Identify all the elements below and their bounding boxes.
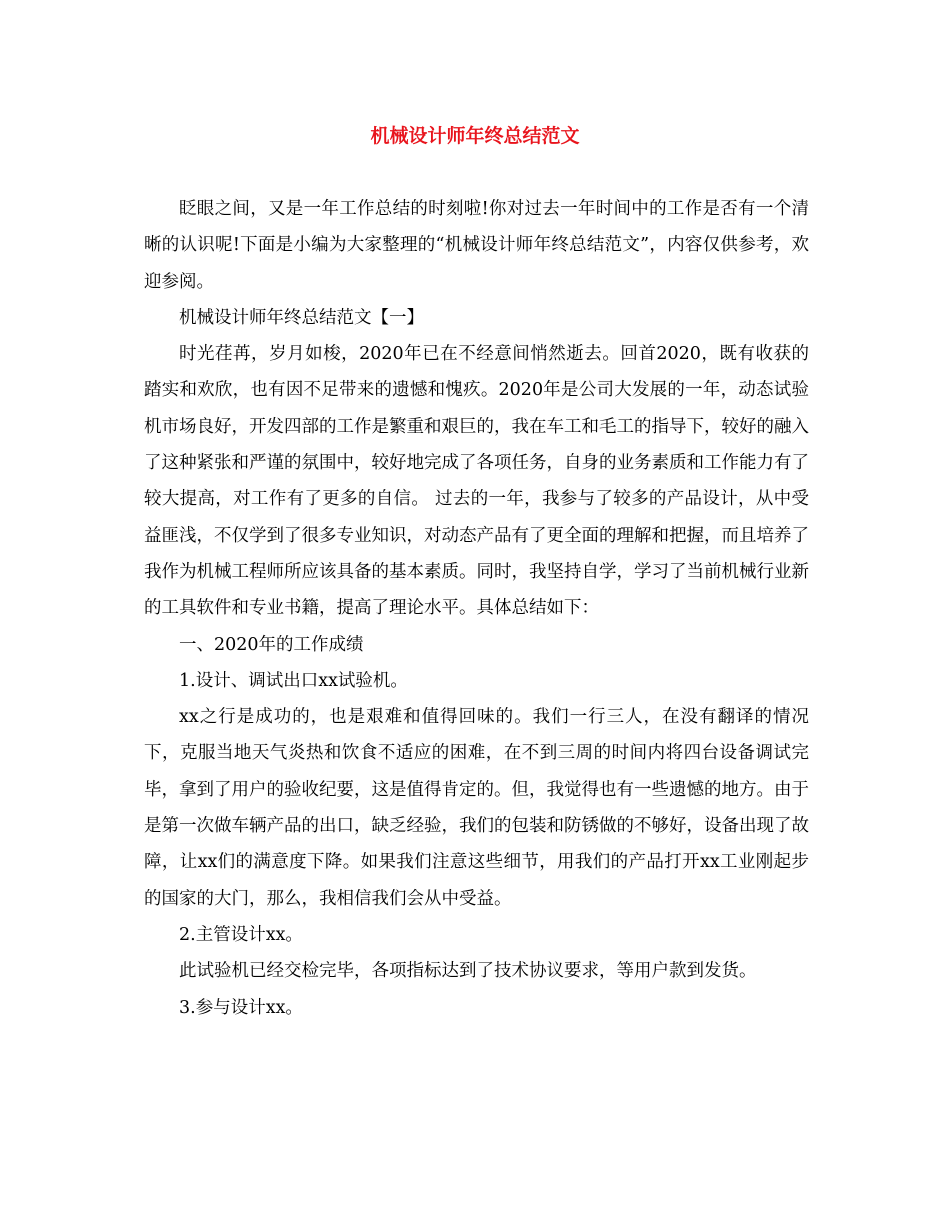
list-item-2: 2.主管设计xx。 — [179, 924, 303, 945]
list-item-3: 3.参与设计xx。 — [179, 997, 303, 1018]
item-2-paragraph: 此试验机已经交检完毕，各项指标达到了技术协议要求，等用户款到发货。 — [179, 961, 757, 982]
summary-paragraph: 时光荏苒，岁月如梭，2020年已在不经意间悄然逝去。回首2020，既有收获的踏实和欢欣，也有因不足带来的遗憾和愧疚。2020年是公司大发展的一年，动态试验机市场良好，开发四部的工作是繁重和艰巨的，我在车工和毛工的指导下，较好的融入了这种紧张和严谨的氛围中，较好地完成了各项任务，自身的业务素质和工作能力有了较大提高，对工作有了更多的自信。 过去的一年，我参与了较多的产品设计，从中受益匪浅，不仅学到了很多专业知识，对动态产品有了更全面的理解和把握，而且培养了我作为机械工程师所应该具备的基本素质。同时，我坚持自学，学习了当前机械行业新的工具软件和专业书籍，提高了理论水平。具体总结如下： — [144, 344, 809, 619]
document-body — [144, 191, 809, 1026]
list-item-1: 1.设计、调试出口xx试验机。 — [179, 670, 408, 691]
subheading-work-results: 一、2020年的工作成绩 — [179, 634, 364, 655]
item-1-paragraph: xx之行是成功的，也是艰难和值得回味的。我们一行三人，在没有翻译的情况下，克服当地天气炎热和饮食不适应的困难，在不到三周的时间内将四台设备调试完毕，拿到了用户的验收纪要，这是值得肯定的。但，我觉得也有一些遗憾的地方。由于是第一次做车辆产品的出口，缺乏经验，我们的包装和防锈做的不够好，设备出现了故障，让xx们的满意度下降。如果我们注意这些细节，用我们的产品打开xx工业刚起步的国家的大门，那么，我相信我们会从中受益。 — [144, 707, 809, 909]
section-heading: 机械设计师年终总结范文【一】 — [179, 307, 424, 328]
intro-paragraph: 眨眼之间，又是一年工作总结的时刻啦!你对过去一年时间中的工作是否有一个清晰的认识呢!下面是小编为大家整理的“机械设计师年终总结范文”，内容仅供参考，欢迎参阅。 — [144, 199, 809, 292]
document-title: 机械设计师年终总结范文 — [370, 125, 580, 147]
